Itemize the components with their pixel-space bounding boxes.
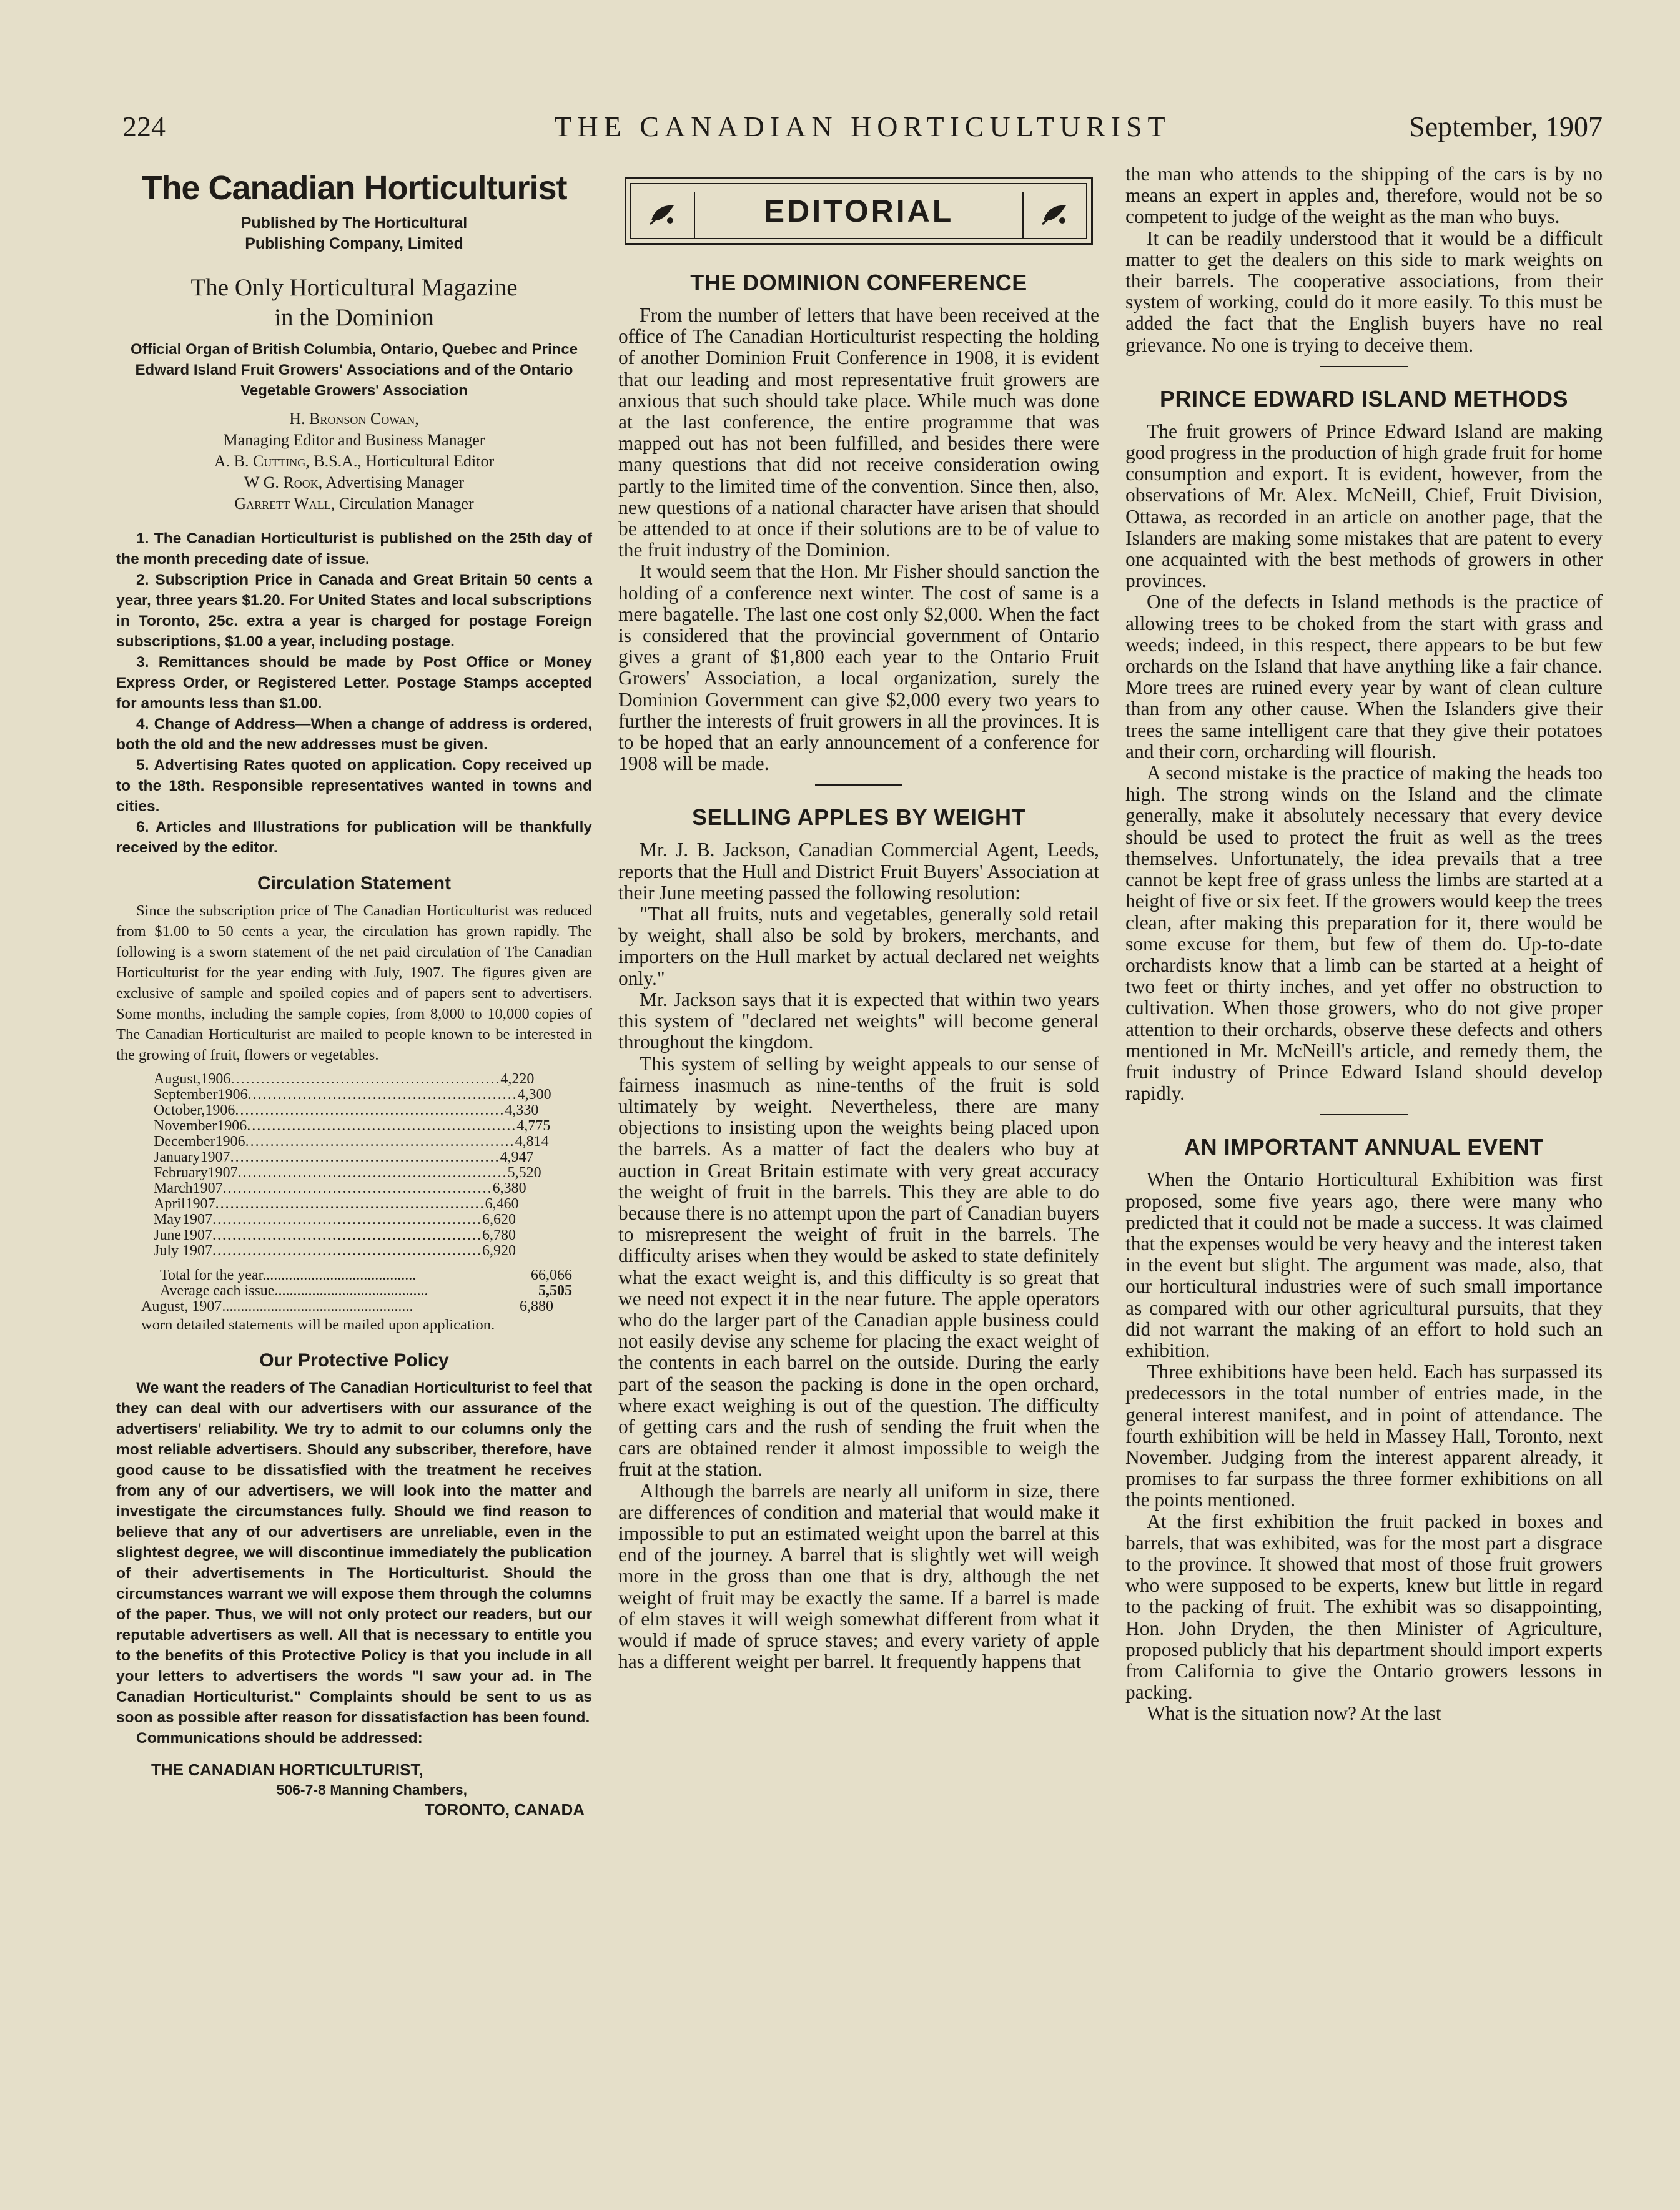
circulation-row bbox=[154, 1243, 516, 1259]
article-paragraph: It would seem that the Hon. Mr Fisher should sanction the holding of a conference next winter. The cost of same is a mere bagatelle. The last one cost only $2,000. When the fact is considered that the provincial government of Ontario gives a grant of $1,800 each year to the Ontario Fruit Growers' Association, a local organization, surely the Dominion Government can give $2,000 every two years to further the interests of fruit growers in all the provinces. It is to be hoped that an early announcement of a conference for 1908 will be made. bbox=[618, 560, 1099, 775]
staff-line: Garrett Wall, Circulation Manager bbox=[234, 495, 474, 513]
row-value: 5,520 bbox=[507, 1165, 541, 1181]
staff-line: H. Bronson Cowan, bbox=[289, 410, 419, 428]
leaf-ornament-icon bbox=[1022, 192, 1086, 238]
page-number: 224 bbox=[122, 111, 166, 142]
article-paragraph: the man who attends to the shipping of the cars is by no means an expert in apples and, therefore, would not be so competent to judge of the weight as the man who buys. bbox=[1125, 163, 1603, 228]
row-value: 6,460 bbox=[485, 1196, 519, 1213]
row-value: 6,380 bbox=[492, 1180, 526, 1197]
circulation-table bbox=[154, 1072, 592, 1259]
row-year: 1907 bbox=[182, 1227, 212, 1244]
row-value: 4,775 bbox=[516, 1118, 551, 1135]
row-month: April bbox=[154, 1196, 185, 1213]
article-paragraph: From the number of letters that have been received at the office of The Canadian Horticulturist respecting the holding of another Dominion Fruit Conference in 1908, it is evident that our leading and most representative fruit growers are anxious that such should take place. While much was done at the last conference, the entire programme that was mapped out has not been fulfilled, and besides there were many questions that did not receive consideration owing partly to the limited time of the convention. Since then, also, new questions of a national character have arisen that should be attended to at once if their solutions are to be of value to the fruit industry of the Dominion. bbox=[618, 304, 1099, 561]
tagline bbox=[116, 273, 592, 333]
official-organ: Official Organ of British Columbia, Ontario, Quebec and Prince Edward Island Fruit Growers' Associations and of the Ontario Vegetable Growers' Association bbox=[130, 341, 578, 400]
total-row: Total for the year......................................... 66,066 bbox=[160, 1267, 572, 1284]
tagline-line-2: in the Dominion bbox=[274, 304, 434, 332]
article-paragraph: What is the situation now? At the last bbox=[1147, 1702, 1441, 1725]
row-year: 1907 bbox=[185, 1196, 215, 1213]
row-value: 6,620 bbox=[482, 1211, 516, 1228]
row-month: March bbox=[154, 1180, 193, 1197]
row-year: 1906 bbox=[217, 1118, 247, 1135]
leader-dots: ...................................................... bbox=[247, 1087, 518, 1103]
article-heading: THE DOMINION CONFERENCE bbox=[690, 270, 1027, 295]
subscription-notices bbox=[116, 528, 592, 858]
row-month: May bbox=[154, 1211, 181, 1228]
row-value: 6,920 bbox=[482, 1243, 516, 1260]
circulation-row bbox=[154, 1212, 516, 1228]
row-month: October, bbox=[154, 1102, 205, 1119]
circulation-intro: Since the subscription price of The Canadian Horticulturist was reduced from $1.00 to 50 cents a year, the circulation has grown rapidly. The following is a sworn statement of the net paid circulation of The Canadian Horticulturist for the year ending with July, 1907. The figures given are exclusive of sample and spoiled copies and of papers sent to advertisers. Some months, including the sample copies, from 8,000 to 10,000 copies of The Canadian Horticulturist are mailed to people known to be interested in the growing of fruit, flowers or vegetables. bbox=[116, 902, 592, 1064]
article-paragraph: This system of selling by weight appeals to our sense of fairness inasmuch as nine-tenths of the fruit is sold ultimately by weight. Nevertheless, there are many objections to insisting upon the weights being placed upon the barrels. As a matter of fact the dealers who buy at auction in Great Britain estimate with very great accuracy the weight of fruit in the barrels. This they are able to do because there is no attempt upon the part of Canadian buyers to misrepresent the weight of fruit in the barrels. The difficulty arises when they would be asked to state definitely what the exact weight is, and this difficulty is so great that we need not expect it in the near future. The apple operators who do the larger part of the Canadian apple business could not easily devise any scheme for placing the exact weight of the contents in each barrel on the outside. During the early part of the season the packing is done in the open orchard, where exact weighing is out of the question. The difficulty of getting cars and the rush of sending the fruit when the cars are obtained render it almost impossible to weigh the fruit at the station. bbox=[618, 1052, 1099, 1481]
circulation-row bbox=[154, 1071, 535, 1088]
row-value: 4,220 bbox=[500, 1071, 535, 1088]
masthead-title: The Canadian Horticulturist bbox=[141, 169, 567, 207]
row-year: 1907 bbox=[182, 1211, 212, 1228]
circulation-row bbox=[154, 1102, 539, 1119]
row-month: July bbox=[154, 1243, 179, 1260]
leader-dots: ...................................................... bbox=[245, 1133, 515, 1150]
staff-list bbox=[116, 408, 592, 515]
leader-dots: ...................................................... bbox=[230, 1149, 500, 1166]
leader-dots: ...................................................... bbox=[237, 1165, 508, 1181]
row-month: June bbox=[154, 1227, 181, 1244]
article-paragraph: It can be readily understood that it would be a difficult matter to get the dealers on this side to mark weights on their barrels. The cooperative associations, from their system of working, could do it more easily. To this must be added the fact that the English buyers have no real grievance. No one is trying to deceive them. bbox=[1125, 227, 1603, 356]
divider bbox=[815, 784, 902, 786]
row-value: 4,300 bbox=[517, 1087, 551, 1103]
row-value: 4,814 bbox=[515, 1133, 549, 1150]
article-paragraph: Mr. Jackson says that it is expected that within two years this system of "declared net weights" will become general throughout the kingdom. bbox=[618, 988, 1099, 1053]
row-year: 1907 bbox=[200, 1149, 230, 1166]
address-line-1: THE CANADIAN HORTICULTURIST, bbox=[151, 1760, 423, 1780]
notice: 3. Remittances should be made by Post Office or Money Express Order, or Registered Letter. Postage Stamps accepted for amounts less than $1.00. bbox=[116, 654, 592, 713]
row-year: 1907 bbox=[207, 1165, 238, 1181]
row-year: 1906 bbox=[205, 1102, 235, 1119]
row-year: 1906 bbox=[200, 1071, 231, 1088]
leader-dots: ...................................................... bbox=[230, 1071, 501, 1088]
row-year: 1906 bbox=[217, 1087, 248, 1103]
article-heading: PRINCE EDWARD ISLAND METHODS bbox=[1159, 385, 1569, 412]
article-paragraph: When the Ontario Horticultural Exhibition was first proposed, some five years ago, there were many who predicted that it could not be made a success. It was claimed that the expenses would be very heavy and the interest taken in the event but slight. The argument was made, also, that our horticultural industries were of such small importance as compared with our other agricultural pursuits, that they did not warrant the making of an effort to hold such an exhibition. bbox=[1125, 1168, 1603, 1361]
right-column bbox=[1125, 164, 1603, 2068]
circulation-row bbox=[154, 1196, 519, 1213]
notice: 2. Subscription Price in Canada and Great Britain 50 cents a year, three years $1.20. For United States and local subscriptions in Toronto, 25c. extra a year is charged for postage Foreign subscriptions, $1.00 a year, including postage. bbox=[116, 571, 592, 651]
circulation-row bbox=[154, 1180, 526, 1197]
banner-frame bbox=[630, 183, 1087, 239]
tagline-line-1: The Only Horticultural Magazine bbox=[190, 274, 518, 302]
row-month: January bbox=[154, 1149, 200, 1166]
editorial-label: EDITORIAL bbox=[763, 194, 954, 229]
staff-line: Managing Editor and Business Manager bbox=[223, 431, 485, 450]
row-year: 1906 bbox=[215, 1133, 245, 1150]
row-month: December bbox=[154, 1133, 215, 1150]
article-paragraph: Mr. J. B. Jackson, Canadian Commercial Agent, Leeds, reports that the Hull and District Fruit Buyers' Association at their June meeting passed the following resolution: bbox=[618, 839, 1099, 904]
article-heading: SELLING APPLES BY WEIGHT bbox=[691, 804, 1026, 831]
row-year: 1907 bbox=[192, 1180, 223, 1197]
running-head bbox=[122, 105, 1603, 149]
mailing-address bbox=[116, 1760, 592, 1820]
masthead-column bbox=[116, 164, 592, 2062]
circulation-row bbox=[154, 1165, 541, 1181]
leader-dots: ...................................................... bbox=[235, 1102, 505, 1119]
circulation-totals bbox=[141, 1268, 592, 1315]
staff-line: A. B. Cutting, B.S.A., Horticultural Editor bbox=[214, 452, 495, 471]
august-row: August, 1907................................................... 6,880 bbox=[141, 1298, 553, 1315]
publisher-line-2: Publishing Company, Limited bbox=[245, 235, 463, 253]
article-paragraph: One of the defects in Island methods is the practice of allowing trees to be choked from the start with grass and weeds; indeed, in this respect, there appears to be but few orchards on the Island that have anything like a fair chance. More trees are ruined every year by want of clean culture than from any other cause. When the Islanders give their trees the same intelligent care that they give their potatoes and their corn, orcharding will flourish. bbox=[1125, 591, 1603, 762]
notice: 6. Articles and Illustrations for publication will be thankfully received by the editor. bbox=[116, 819, 592, 857]
circulation-row bbox=[154, 1087, 551, 1103]
notice: 5. Advertising Rates quoted on application. Copy received up to the 18th. Responsible representatives wanted in towns and cities. bbox=[116, 757, 592, 816]
leader-dots: ...................................................... bbox=[247, 1118, 517, 1135]
average-row: Average each issue......................................... 5,505 bbox=[160, 1283, 572, 1300]
row-year: 1907 bbox=[182, 1243, 212, 1260]
row-value: 4,947 bbox=[500, 1149, 534, 1166]
row-month: February bbox=[154, 1165, 208, 1181]
editorial-column bbox=[618, 164, 1099, 2068]
staff-line: W G. Rook, Advertising Manager bbox=[244, 473, 464, 492]
leader-dots: ...................................................... bbox=[212, 1243, 482, 1260]
article-heading: AN IMPORTANT ANNUAL EVENT bbox=[1184, 1134, 1544, 1160]
address-line-2: 506-7-8 Manning Chambers, bbox=[276, 1782, 467, 1798]
row-value: 6,780 bbox=[482, 1227, 516, 1244]
divider bbox=[1320, 1114, 1408, 1115]
policy-text: We want the readers of The Canadian Horticulturist to feel that they can deal with our advertisers with our assurance of the advertisers' reliability. We try to admit to our columns only the most reliable advertisers. Should any subscriber, therefore, have good cause to be dissatisfied with the treatment he receives from any of our advertisers, we will look into the matter and investigate the circumstances fully. Should we find reason to believe that any of our advertisers are unreliable, even in the slightest degree, we will discontinue immediately the publication of their advertisements in The Horticulturist. Should the circumstances warrant we will expose them through the columns of the paper. Thus, we will not only protect our readers, but our reputable advertisers as well. All that is necessary to entitle you to the benefits of this Protective Policy is that you include in all your letters to advertisers the words "I saw your ad. in The Canadian Horticulturist." Complaints should be sent to us as soon as possible after reason for dissatisfaction has been found. bbox=[116, 1379, 592, 1727]
notice: 1. The Canadian Horticulturist is published on the 25th day of the month preceding date of issue. bbox=[116, 530, 592, 568]
communications-line: Communications should be addressed: bbox=[136, 1730, 423, 1747]
leader-dots: ...................................................... bbox=[215, 1196, 485, 1213]
circulation-heading: Circulation Statement bbox=[257, 873, 452, 894]
row-month: November bbox=[154, 1118, 217, 1135]
circulation-row bbox=[154, 1133, 549, 1150]
policy-heading: Our Protective Policy bbox=[259, 1350, 449, 1371]
article-paragraph: The fruit growers of Prince Edward Island are making good progress in the production of high grade fruit for home consumption and export. It is evident, however, from the observations of Mr. Alex. McNeill, Chief, Fruit Division, Ottawa, as recorded in an article on another page, that the Islanders are making some mistakes that are patent to every one acquainted with the best methods of growers in other provinces. bbox=[1125, 420, 1603, 592]
article-paragraph: "That all fruits, nuts and vegetables, generally sold retail by weight, shall also be sold by brokers, merchants, and importers on the Hull market by actual declared net weights only." bbox=[618, 903, 1099, 989]
editorial-banner bbox=[625, 177, 1093, 245]
row-month: September bbox=[154, 1087, 218, 1103]
row-month: August, bbox=[154, 1071, 201, 1088]
journal-title: THE CANADIAN HORTICULTURIST bbox=[554, 111, 1171, 142]
address-line-3: TORONTO, CANADA bbox=[424, 1800, 585, 1820]
circulation-row bbox=[154, 1228, 516, 1243]
article-paragraph: Although the barrels are nearly all uniform in size, there are differences of condition and material that would make it impossible to put an estimated weight upon the barrel at this end of the journey. A barrel that is slightly wet will weigh more in the gross than one that is dry, although the net weight of fruit may be exactly the same. If a barrel is made of elm staves it will weigh somewhat different from what it would if made of spruce staves; and every variety of apple has a different weight per barrel. It frequently happens that bbox=[618, 1479, 1099, 1673]
circulation-footnote: worn detailed statements will be mailed upon application. bbox=[141, 1316, 495, 1334]
article-paragraph: At the first exhibition the fruit packed in boxes and barrels, that was exhibited, was for the most part a disgrace to the province. It showed that most of those fruit growers who were supposed to be experts, knew but little in regard to the packing of fruit. The exhibit was so disappointing, Hon. John Dryden, the then Minister of Agriculture, proposed publicly that his department should import experts from California to give the Ontario growers lessons in packing. bbox=[1125, 1510, 1603, 1704]
notice: 4. Change of Address—When a change of address is ordered, both the old and the new addresses must be given. bbox=[116, 716, 592, 754]
circulation-row bbox=[154, 1149, 534, 1166]
leaf-ornament-icon bbox=[631, 192, 695, 238]
divider bbox=[1320, 366, 1408, 367]
leader-dots: ...................................................... bbox=[212, 1227, 482, 1244]
article-paragraph: A second mistake is the practice of making the heads too high. The strong winds on the Island and the climate generally, make it absolutely necessary that every device should be used to protect the fruit as well as the trees themselves. Unfortunately, the idea prevails that a tree cannot be kept free of grass unless the limbs are started at a height of five or six feet. If the growers would keep the trees clean, after making this preparation for it, there would be some excuse for them, but few of them do. Up-to-date orchardists know that a limb can be started at a height of two feet or thirty inches, and yet offer no obstruction to cultivation. When those growers, who do not give proper attention to their orchards, observe these defects and others mentioned in Mr. McNeill's article, and remedy them, the fruit industry of Prince Edward Island should develop rapidly. bbox=[1125, 762, 1603, 1105]
leader-dots: ...................................................... bbox=[222, 1180, 493, 1197]
row-value: 4,330 bbox=[505, 1102, 539, 1119]
article-paragraph: Three exhibitions have been held. Each has surpassed its predecessors in the total number of entries made, in the general interest manifest, and in point of attendance. The fourth exhibition will be held in Massey Hall, Toronto, next November. Judging from the interest apparent already, it promises to far surpass the three former exhibitions on all the points mentioned. bbox=[1125, 1361, 1603, 1511]
leader-dots: ...................................................... bbox=[212, 1211, 482, 1228]
circulation-row bbox=[154, 1118, 551, 1135]
issue-date: September, 1907 bbox=[1409, 111, 1603, 142]
publisher-line-1: Published by The Horticultural bbox=[240, 214, 468, 232]
